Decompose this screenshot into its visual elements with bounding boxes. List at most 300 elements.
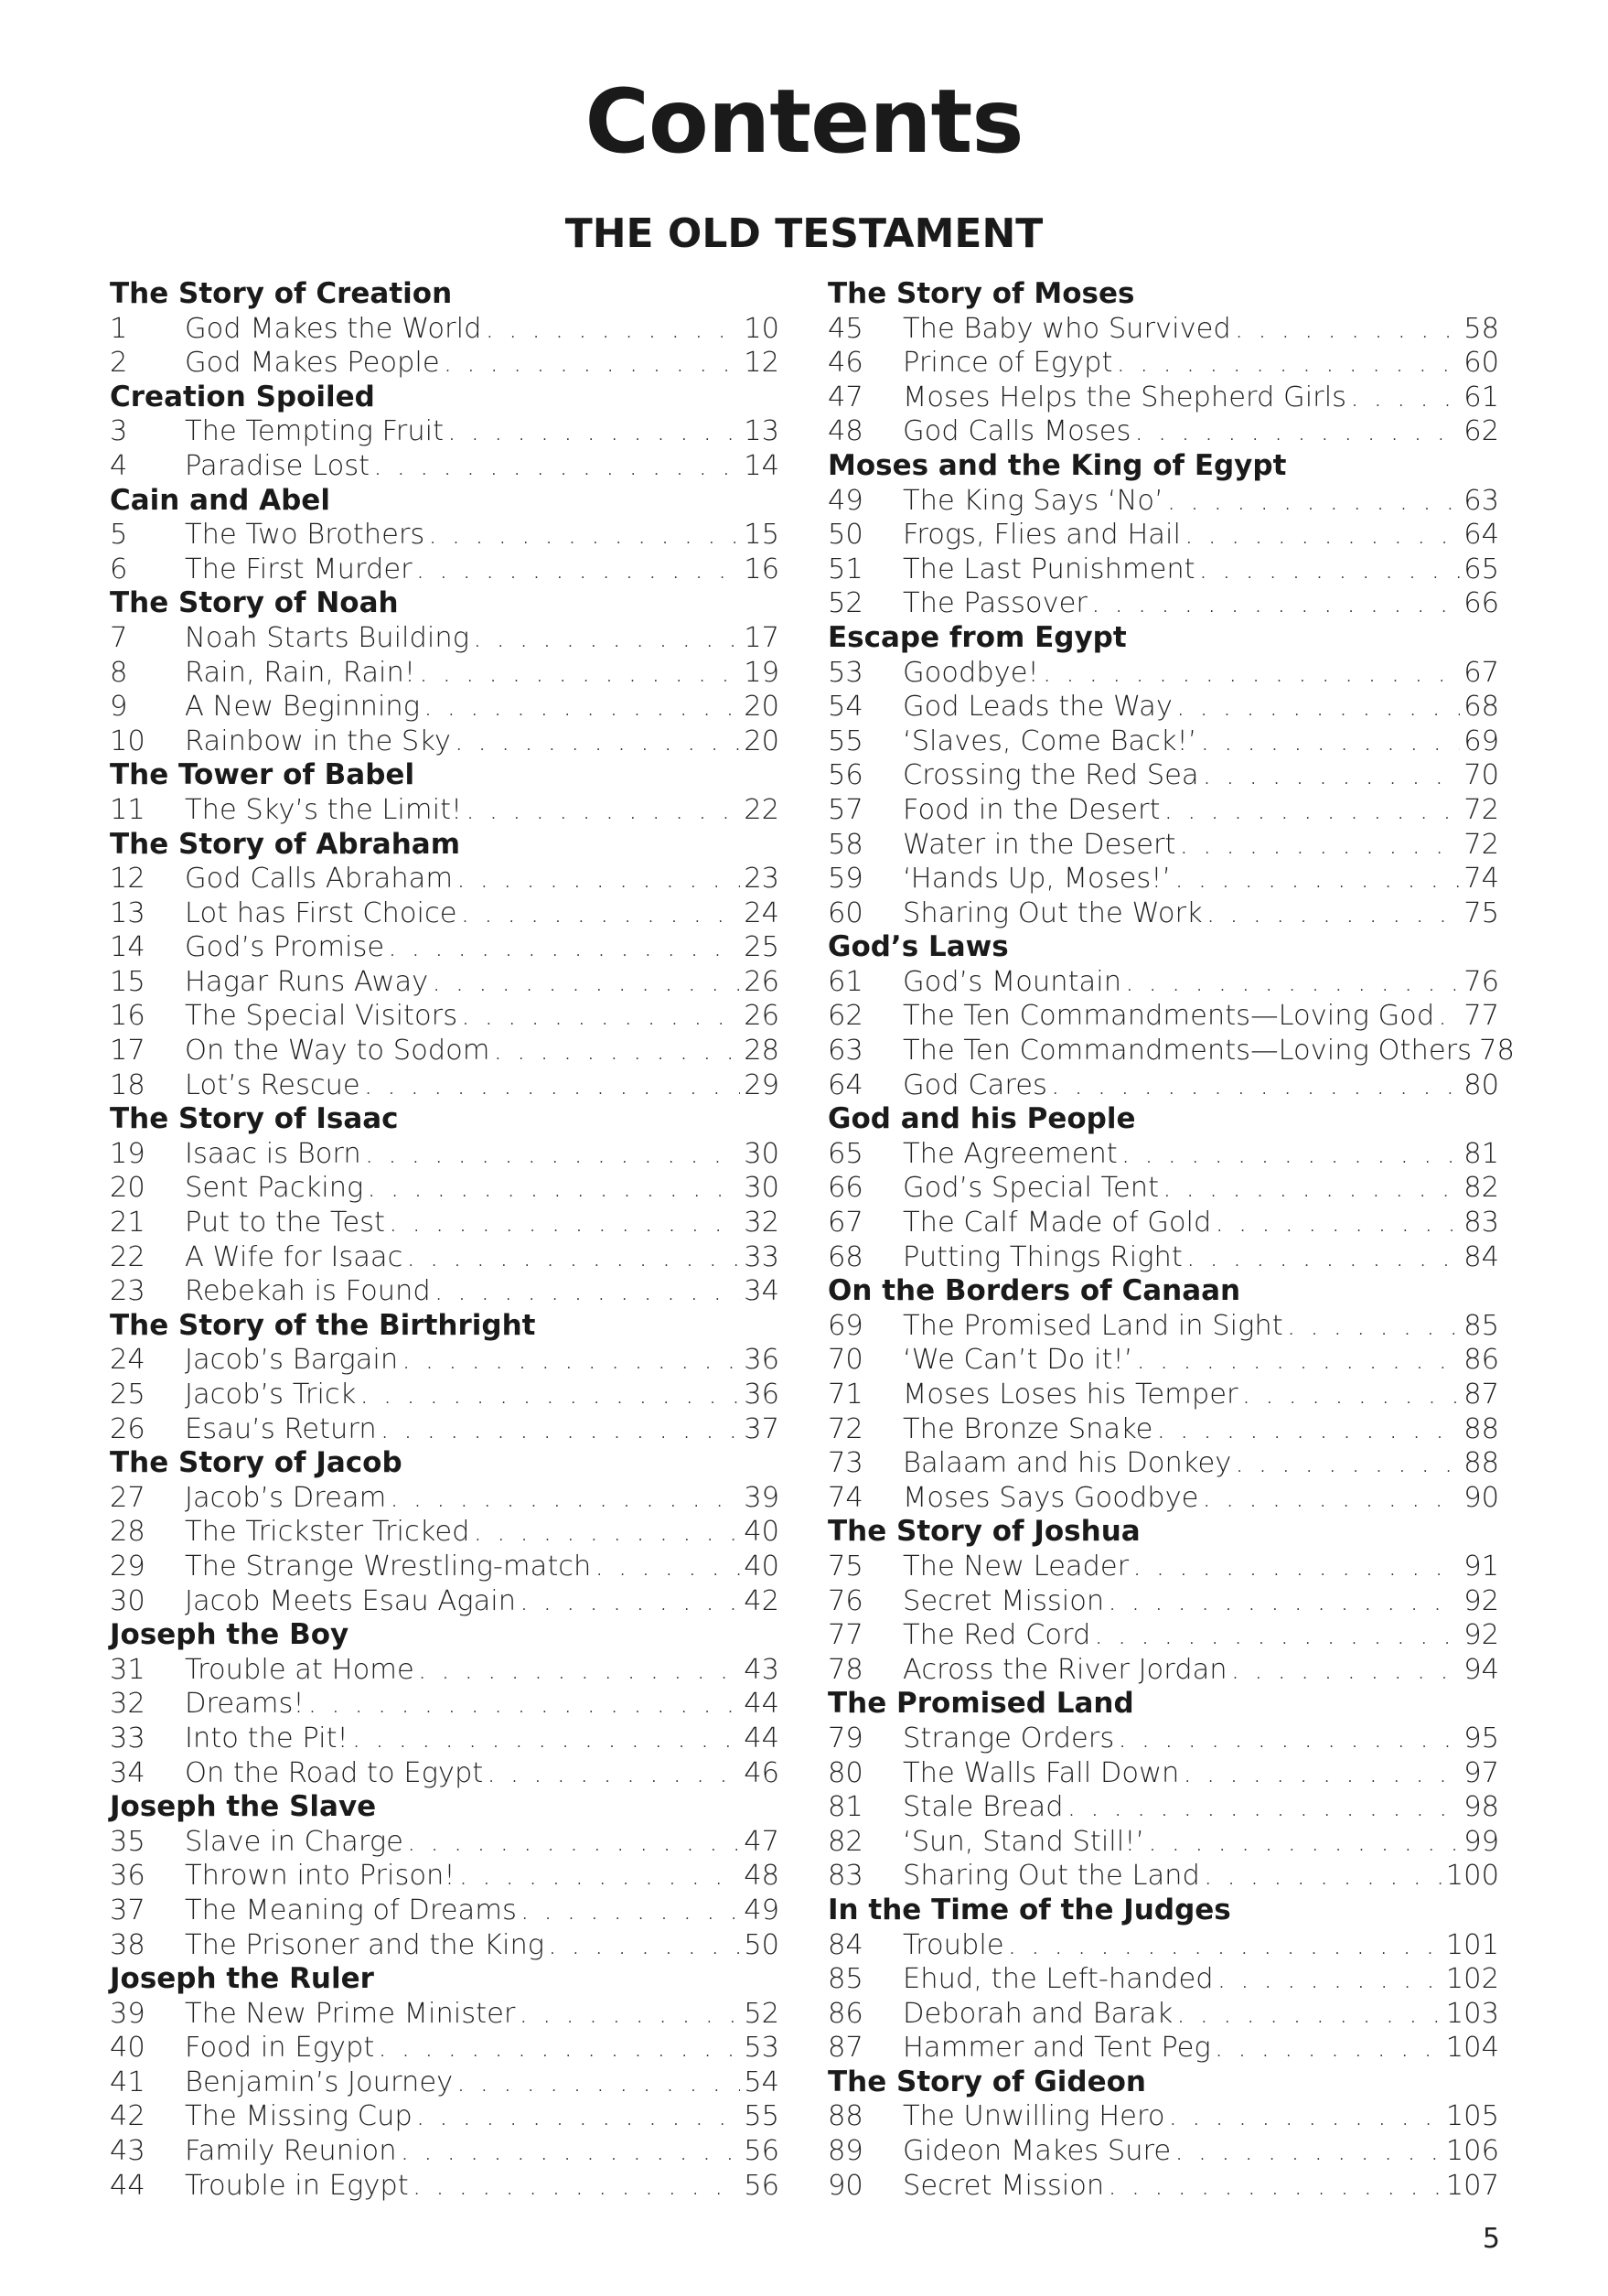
entry-number: 90 xyxy=(828,2169,863,2202)
entry-page: 28 xyxy=(744,1035,779,1068)
entry-number: 64 xyxy=(828,1068,863,1101)
contents-entry xyxy=(110,656,779,691)
dot-leader xyxy=(423,690,740,724)
contents-entry xyxy=(110,1378,779,1412)
entry-page: 101 xyxy=(1445,1928,1499,1961)
entry-page: 85 xyxy=(1463,1309,1499,1342)
entry-number: 46 xyxy=(828,347,863,380)
contents-entry xyxy=(110,2134,779,2169)
contents-entry xyxy=(828,1206,1499,1240)
dot-leader xyxy=(1174,862,1460,896)
entry-title: The Prisoner and the King xyxy=(185,1928,545,1961)
entry-page: 22 xyxy=(744,793,779,826)
dot-leader xyxy=(1215,1206,1460,1240)
entry-title: The Walls Fall Down xyxy=(903,1756,1180,1789)
contents-entry xyxy=(828,1034,1515,1068)
dot-leader xyxy=(520,1584,740,1619)
dot-leader xyxy=(418,1653,740,1688)
contents-entry xyxy=(828,1343,1499,1378)
entry-number: 73 xyxy=(828,1447,863,1480)
entry-page: 54 xyxy=(744,2065,779,2098)
dot-leader xyxy=(1350,381,1460,415)
contents-entry xyxy=(828,965,1499,1000)
entry-number: 32 xyxy=(110,1688,145,1721)
entry-number: 88 xyxy=(828,2100,863,2133)
dot-leader xyxy=(413,2169,740,2204)
entry-title: Ehud, the Left-handed xyxy=(903,1963,1214,1996)
entry-page: 30 xyxy=(744,1137,779,1170)
entry-number: 30 xyxy=(110,1584,145,1617)
entry-number: 89 xyxy=(828,2135,863,2168)
entry-title: On the Road to Egypt xyxy=(185,1756,484,1789)
dot-leader xyxy=(461,896,741,931)
entry-title: God Calls Moses xyxy=(903,415,1131,448)
dot-leader xyxy=(473,621,740,656)
entry-number: 20 xyxy=(110,1172,145,1205)
contents-entry xyxy=(828,1378,1499,1412)
entry-page: 80 xyxy=(1463,1068,1499,1101)
entry-number: 37 xyxy=(110,1894,145,1926)
page-title: Contents xyxy=(584,70,1024,173)
dot-leader xyxy=(466,793,740,828)
entry-title: The Bronze Snake xyxy=(903,1412,1153,1445)
entry-number: 41 xyxy=(110,2065,145,2098)
entry-number: 51 xyxy=(828,553,863,585)
contents-entry xyxy=(110,999,779,1034)
entry-title: The Ten Commandments—Loving God xyxy=(903,1000,1435,1033)
contents-entry xyxy=(110,1343,779,1378)
entry-page: 26 xyxy=(744,965,779,998)
contents-entry xyxy=(110,1550,779,1584)
contents-entry xyxy=(828,724,1499,759)
entry-number: 77 xyxy=(828,1619,863,1652)
entry-title: The King Says ‘No’ xyxy=(903,484,1163,517)
entry-title: God’s Special Tent xyxy=(903,1172,1160,1205)
entry-number: 55 xyxy=(828,724,863,757)
entry-number: 42 xyxy=(110,2100,145,2133)
entry-title: Paradise Lost xyxy=(185,449,370,482)
group-heading: On the Borders of Canaan xyxy=(828,1274,1241,1308)
contents-entry xyxy=(110,414,779,449)
entry-number: 56 xyxy=(828,759,863,792)
entry-number: 14 xyxy=(110,931,145,964)
entry-title: Jacob’s Trick xyxy=(185,1379,357,1411)
dot-leader xyxy=(485,312,740,347)
entry-title: Jacob’s Dream xyxy=(185,1481,387,1514)
entry-title: God Calls Abraham xyxy=(185,863,454,896)
entry-title: God Cares xyxy=(903,1068,1047,1101)
entry-page: 64 xyxy=(1463,519,1499,552)
entry-title: ‘Sun, Stand Still!’ xyxy=(903,1825,1145,1858)
entry-page: 67 xyxy=(1463,656,1499,689)
contents-entry xyxy=(110,1034,779,1068)
group-heading: The Story of Creation xyxy=(110,277,453,310)
dot-leader xyxy=(1091,586,1460,621)
contents-entry xyxy=(110,1928,779,1963)
contents-entry xyxy=(828,1446,1499,1481)
entry-page: 17 xyxy=(744,621,779,654)
entry-page: 47 xyxy=(744,1825,779,1858)
dot-leader xyxy=(1008,1928,1442,1963)
entry-number: 72 xyxy=(828,1412,863,1445)
entry-page: 25 xyxy=(744,931,779,964)
entry-title: The Trickster Tricked xyxy=(185,1516,470,1549)
entry-page: 48 xyxy=(744,1860,779,1893)
entry-number: 70 xyxy=(828,1344,863,1377)
entry-page: 39 xyxy=(744,1481,779,1514)
group-heading: Creation Spoiled xyxy=(110,380,375,413)
contents-entry xyxy=(828,518,1499,553)
dot-leader xyxy=(1438,999,1460,1034)
contents-entry xyxy=(110,1274,779,1309)
contents-entry xyxy=(110,2065,779,2100)
dot-leader xyxy=(474,1515,741,1550)
entry-number: 28 xyxy=(110,1516,145,1549)
entry-title: Gideon Makes Sure xyxy=(903,2135,1172,2168)
entry-title: Moses Says Goodbye xyxy=(903,1481,1199,1514)
entry-title: Put to the Test xyxy=(185,1207,385,1239)
dot-leader xyxy=(389,1206,740,1240)
contents-entry xyxy=(828,2031,1499,2065)
contents-entry xyxy=(828,2169,1499,2204)
entry-page: 32 xyxy=(744,1207,779,1239)
contents-entry xyxy=(110,1756,779,1791)
entry-title: Jacob Meets Esau Again xyxy=(185,1584,517,1617)
entry-number: 7 xyxy=(110,621,128,654)
entry-page: 43 xyxy=(744,1653,779,1686)
entry-title: On the Way to Sodom xyxy=(185,1035,490,1068)
entry-page: 37 xyxy=(744,1412,779,1445)
entry-number: 10 xyxy=(110,724,145,757)
entry-page: 90 xyxy=(1463,1481,1499,1514)
dot-leader xyxy=(416,553,741,587)
entry-number: 53 xyxy=(828,656,863,689)
entry-number: 48 xyxy=(828,415,863,448)
contents-entry xyxy=(828,1756,1499,1791)
dot-leader xyxy=(1108,2169,1442,2204)
entry-number: 4 xyxy=(110,449,128,482)
group-heading: The Story of Noah xyxy=(110,586,399,620)
entry-title: Across the River Jordan xyxy=(903,1653,1227,1686)
entry-title: Secret Mission xyxy=(903,2169,1105,2202)
contents-entry xyxy=(110,2031,779,2065)
dot-leader xyxy=(364,1068,740,1103)
dot-leader xyxy=(1118,1722,1460,1756)
contents-entry xyxy=(828,1171,1499,1206)
entry-number: 8 xyxy=(110,656,128,689)
dot-leader xyxy=(1148,1825,1460,1860)
contents-entry xyxy=(110,2169,779,2204)
contents-entry xyxy=(110,1068,779,1103)
entry-number: 87 xyxy=(828,2032,863,2065)
entry-page: 88 xyxy=(1463,1447,1499,1480)
group-heading: Moses and the King of Egypt xyxy=(828,448,1287,482)
entry-title: Putting Things Right xyxy=(903,1240,1183,1273)
contents-column-left xyxy=(110,277,779,2203)
entry-number: 58 xyxy=(828,828,863,861)
entry-page: 24 xyxy=(744,896,779,929)
entry-number: 80 xyxy=(828,1756,863,1789)
contents-entry xyxy=(828,1825,1499,1860)
group-heading: The Tower of Babel xyxy=(110,758,415,792)
entry-number: 38 xyxy=(110,1928,145,1961)
entry-number: 60 xyxy=(828,896,863,929)
entry-title: Slave in Charge xyxy=(185,1825,403,1858)
group-heading: Cain and Abel xyxy=(110,483,330,517)
entry-title: Esau’s Return xyxy=(185,1412,377,1445)
contents-entry xyxy=(828,2099,1499,2134)
dot-leader xyxy=(352,1722,740,1756)
entry-number: 31 xyxy=(110,1653,145,1686)
entry-title: Food in the Desert xyxy=(903,793,1161,826)
entry-title: Jacob’s Bargain xyxy=(185,1344,399,1377)
dot-leader xyxy=(1156,1412,1460,1447)
entry-page: 36 xyxy=(744,1344,779,1377)
entry-page: 92 xyxy=(1463,1619,1499,1652)
dot-leader xyxy=(548,1928,740,1963)
dot-leader xyxy=(494,1034,741,1068)
entry-number: 69 xyxy=(828,1309,863,1342)
entry-page: 83 xyxy=(1463,1207,1499,1239)
entry-number: 65 xyxy=(828,1137,863,1170)
entry-number: 71 xyxy=(828,1379,863,1411)
dot-leader xyxy=(1164,793,1461,828)
entry-title: ‘We Can’t Do it!’ xyxy=(903,1344,1133,1377)
entry-title: The Missing Cup xyxy=(185,2100,413,2133)
dot-leader xyxy=(359,1378,740,1412)
contents-entry xyxy=(828,1722,1499,1756)
entry-title: God Makes People xyxy=(185,347,440,380)
contents-entry xyxy=(110,1687,779,1722)
dot-leader xyxy=(1176,1997,1442,2032)
entry-page: 97 xyxy=(1463,1756,1499,1789)
contents-entry xyxy=(828,1309,1499,1344)
entry-page: 53 xyxy=(744,2032,779,2065)
entry-number: 82 xyxy=(828,1825,863,1858)
dot-leader xyxy=(428,518,740,553)
entry-page: 15 xyxy=(744,519,779,552)
entry-title: ‘Slaves, Come Back!’ xyxy=(903,724,1197,757)
entry-number: 36 xyxy=(110,1860,145,1893)
entry-number: 86 xyxy=(828,1997,863,2030)
entry-page: 23 xyxy=(744,863,779,896)
dot-leader xyxy=(1163,1171,1460,1206)
entry-number: 29 xyxy=(110,1550,145,1583)
entry-page: 29 xyxy=(744,1068,779,1101)
group-heading: Escape from Egypt xyxy=(828,620,1127,654)
entry-title: Hammer and Tent Peg xyxy=(903,2032,1211,2065)
dot-leader xyxy=(390,1481,740,1516)
entry-title: God’s Promise xyxy=(185,931,385,964)
dot-leader xyxy=(595,1550,740,1584)
entry-number: 21 xyxy=(110,1207,145,1239)
entry-page: 61 xyxy=(1463,381,1499,413)
contents-entry xyxy=(110,1481,779,1516)
entry-title: Rain, Rain, Rain! xyxy=(185,656,416,689)
dot-leader xyxy=(1116,346,1460,381)
entry-title: ‘Hands Up, Moses!’ xyxy=(903,863,1172,896)
contents-entry xyxy=(828,1584,1499,1619)
entry-title: The Tempting Fruit xyxy=(185,415,445,448)
entry-title: The Promised Land in Sight xyxy=(903,1309,1283,1342)
entry-title: Sharing Out the Work xyxy=(903,896,1203,929)
group-heading: The Story of Jacob xyxy=(110,1446,402,1480)
entry-title: The Strange Wrestling-match xyxy=(185,1550,592,1583)
contents-entry xyxy=(828,1962,1499,1997)
entry-title: Trouble xyxy=(903,1928,1004,1961)
entry-number: 78 xyxy=(828,1653,863,1686)
group-heading: God and his People xyxy=(828,1102,1136,1136)
entry-title: Sharing Out the Land xyxy=(903,1860,1200,1893)
entry-page: 16 xyxy=(744,553,779,585)
entry-page: 86 xyxy=(1463,1344,1499,1377)
entry-page: 49 xyxy=(744,1894,779,1926)
dot-leader xyxy=(432,965,740,1000)
dot-leader xyxy=(401,2134,741,2169)
contents-entry xyxy=(828,1618,1499,1653)
contents-entry xyxy=(828,690,1499,724)
dot-leader xyxy=(1167,484,1460,519)
contents-entry xyxy=(110,1859,779,1894)
contents-entry xyxy=(828,1550,1499,1584)
entry-page: 13 xyxy=(744,415,779,448)
entry-page: 72 xyxy=(1463,828,1499,861)
dot-leader xyxy=(447,414,740,449)
contents-entry xyxy=(110,1171,779,1206)
entry-number: 33 xyxy=(110,1722,145,1754)
group-heading: The Story of Joshua xyxy=(828,1515,1141,1549)
entry-title: The Meaning of Dreams xyxy=(185,1894,517,1926)
entry-number: 75 xyxy=(828,1550,863,1583)
entry-page: 78 xyxy=(1479,1035,1515,1068)
entry-number: 3 xyxy=(110,415,128,448)
dot-leader xyxy=(1176,690,1460,724)
contents-entry xyxy=(828,553,1499,587)
dot-leader xyxy=(1287,1309,1460,1344)
dot-leader xyxy=(1202,1481,1460,1516)
group-heading: The Story of Isaac xyxy=(110,1102,399,1136)
contents-entry xyxy=(828,828,1499,863)
entry-page: 40 xyxy=(744,1550,779,1583)
entry-title: The Special Visitors xyxy=(185,1000,458,1033)
entry-page: 98 xyxy=(1463,1791,1499,1824)
group-heading: The Story of the Birthright xyxy=(110,1308,536,1342)
contents-entry xyxy=(828,758,1499,793)
contents-entry xyxy=(828,656,1499,691)
dot-leader xyxy=(461,999,740,1034)
contents-entry xyxy=(828,1859,1499,1894)
entry-page: 56 xyxy=(744,2169,779,2202)
contents-entry xyxy=(828,793,1499,828)
entry-number: 9 xyxy=(110,691,128,724)
entry-title: Balaam and his Donkey xyxy=(903,1447,1232,1480)
contents-entry xyxy=(828,414,1499,449)
entry-title: The First Murder xyxy=(185,553,413,585)
entry-page: 44 xyxy=(744,1722,779,1754)
dot-leader xyxy=(378,2031,740,2065)
contents-entry xyxy=(828,1928,1499,1963)
entry-page: 103 xyxy=(1445,1997,1499,2030)
contents-entry xyxy=(828,1653,1499,1688)
entry-title: The Red Cord xyxy=(903,1619,1091,1652)
entry-page: 105 xyxy=(1445,2100,1499,2133)
entry-number: 66 xyxy=(828,1172,863,1205)
entry-title: Lot has First Choice xyxy=(185,896,457,929)
contents-entry xyxy=(828,484,1499,519)
entry-title: Rainbow in the Sky xyxy=(185,724,451,757)
entry-page: 106 xyxy=(1445,2135,1499,2168)
dot-leader xyxy=(373,449,740,484)
entry-page: 75 xyxy=(1463,896,1499,929)
dot-leader xyxy=(406,1240,740,1275)
entry-title: God Leads the Way xyxy=(903,691,1173,724)
entry-title: Rebekah is Found xyxy=(185,1275,431,1308)
entry-number: 12 xyxy=(110,863,145,896)
contents-entry xyxy=(110,1240,779,1275)
entry-page: 14 xyxy=(744,449,779,482)
entry-number: 19 xyxy=(110,1137,145,1170)
entry-title: Trouble in Egypt xyxy=(185,2169,409,2202)
dot-leader xyxy=(1180,828,1461,863)
entry-page: 56 xyxy=(744,2135,779,2168)
contents-entry xyxy=(828,2134,1499,2169)
entry-number: 44 xyxy=(110,2169,145,2202)
entry-page: 46 xyxy=(744,1756,779,1789)
contents-entry xyxy=(110,621,779,656)
dot-leader xyxy=(1231,1653,1461,1688)
entry-page: 72 xyxy=(1463,793,1499,826)
dot-leader xyxy=(1108,1584,1460,1619)
entry-title: Dreams! xyxy=(185,1688,305,1721)
entry-title: Moses Helps the Shepherd Girls xyxy=(903,381,1347,413)
entry-page: 70 xyxy=(1463,759,1499,792)
contents-entry xyxy=(110,930,779,965)
entry-title: The Two Brothers xyxy=(185,519,425,552)
dot-leader xyxy=(1136,1343,1460,1378)
dot-leader xyxy=(1203,758,1461,793)
dot-leader xyxy=(459,1859,741,1894)
contents-entry xyxy=(110,346,779,381)
entry-number: 43 xyxy=(110,2135,145,2168)
dot-leader xyxy=(1199,553,1461,587)
entry-title: Strange Orders xyxy=(903,1722,1115,1754)
entry-number: 16 xyxy=(110,1000,145,1033)
contents-entry xyxy=(110,793,779,828)
entry-number: 6 xyxy=(110,553,128,585)
contents-entry xyxy=(110,1825,779,1860)
contents-entry xyxy=(828,896,1499,931)
dot-leader xyxy=(1051,1068,1460,1103)
group-heading: The Story of Gideon xyxy=(828,2065,1146,2098)
entry-number: 18 xyxy=(110,1068,145,1101)
entry-number: 25 xyxy=(110,1379,145,1411)
entry-number: 26 xyxy=(110,1412,145,1445)
entry-number: 27 xyxy=(110,1481,145,1514)
dot-leader xyxy=(1204,1859,1442,1894)
entry-title: The New Leader xyxy=(903,1550,1130,1583)
entry-page: 91 xyxy=(1463,1550,1499,1583)
entry-title: Benjamin’s Journey xyxy=(185,2065,454,2098)
entry-title: Into the Pit! xyxy=(185,1722,348,1754)
group-heading: The Promised Land xyxy=(828,1687,1134,1721)
entry-title: Secret Mission xyxy=(903,1584,1105,1617)
entry-title: A New Beginning xyxy=(185,691,421,724)
entry-page: 42 xyxy=(744,1584,779,1617)
entry-page: 76 xyxy=(1463,965,1499,998)
group-heading: Joseph the Slave xyxy=(110,1790,377,1824)
entry-number: 85 xyxy=(828,1963,863,1996)
entry-title: Prince of Egypt xyxy=(903,347,1113,380)
